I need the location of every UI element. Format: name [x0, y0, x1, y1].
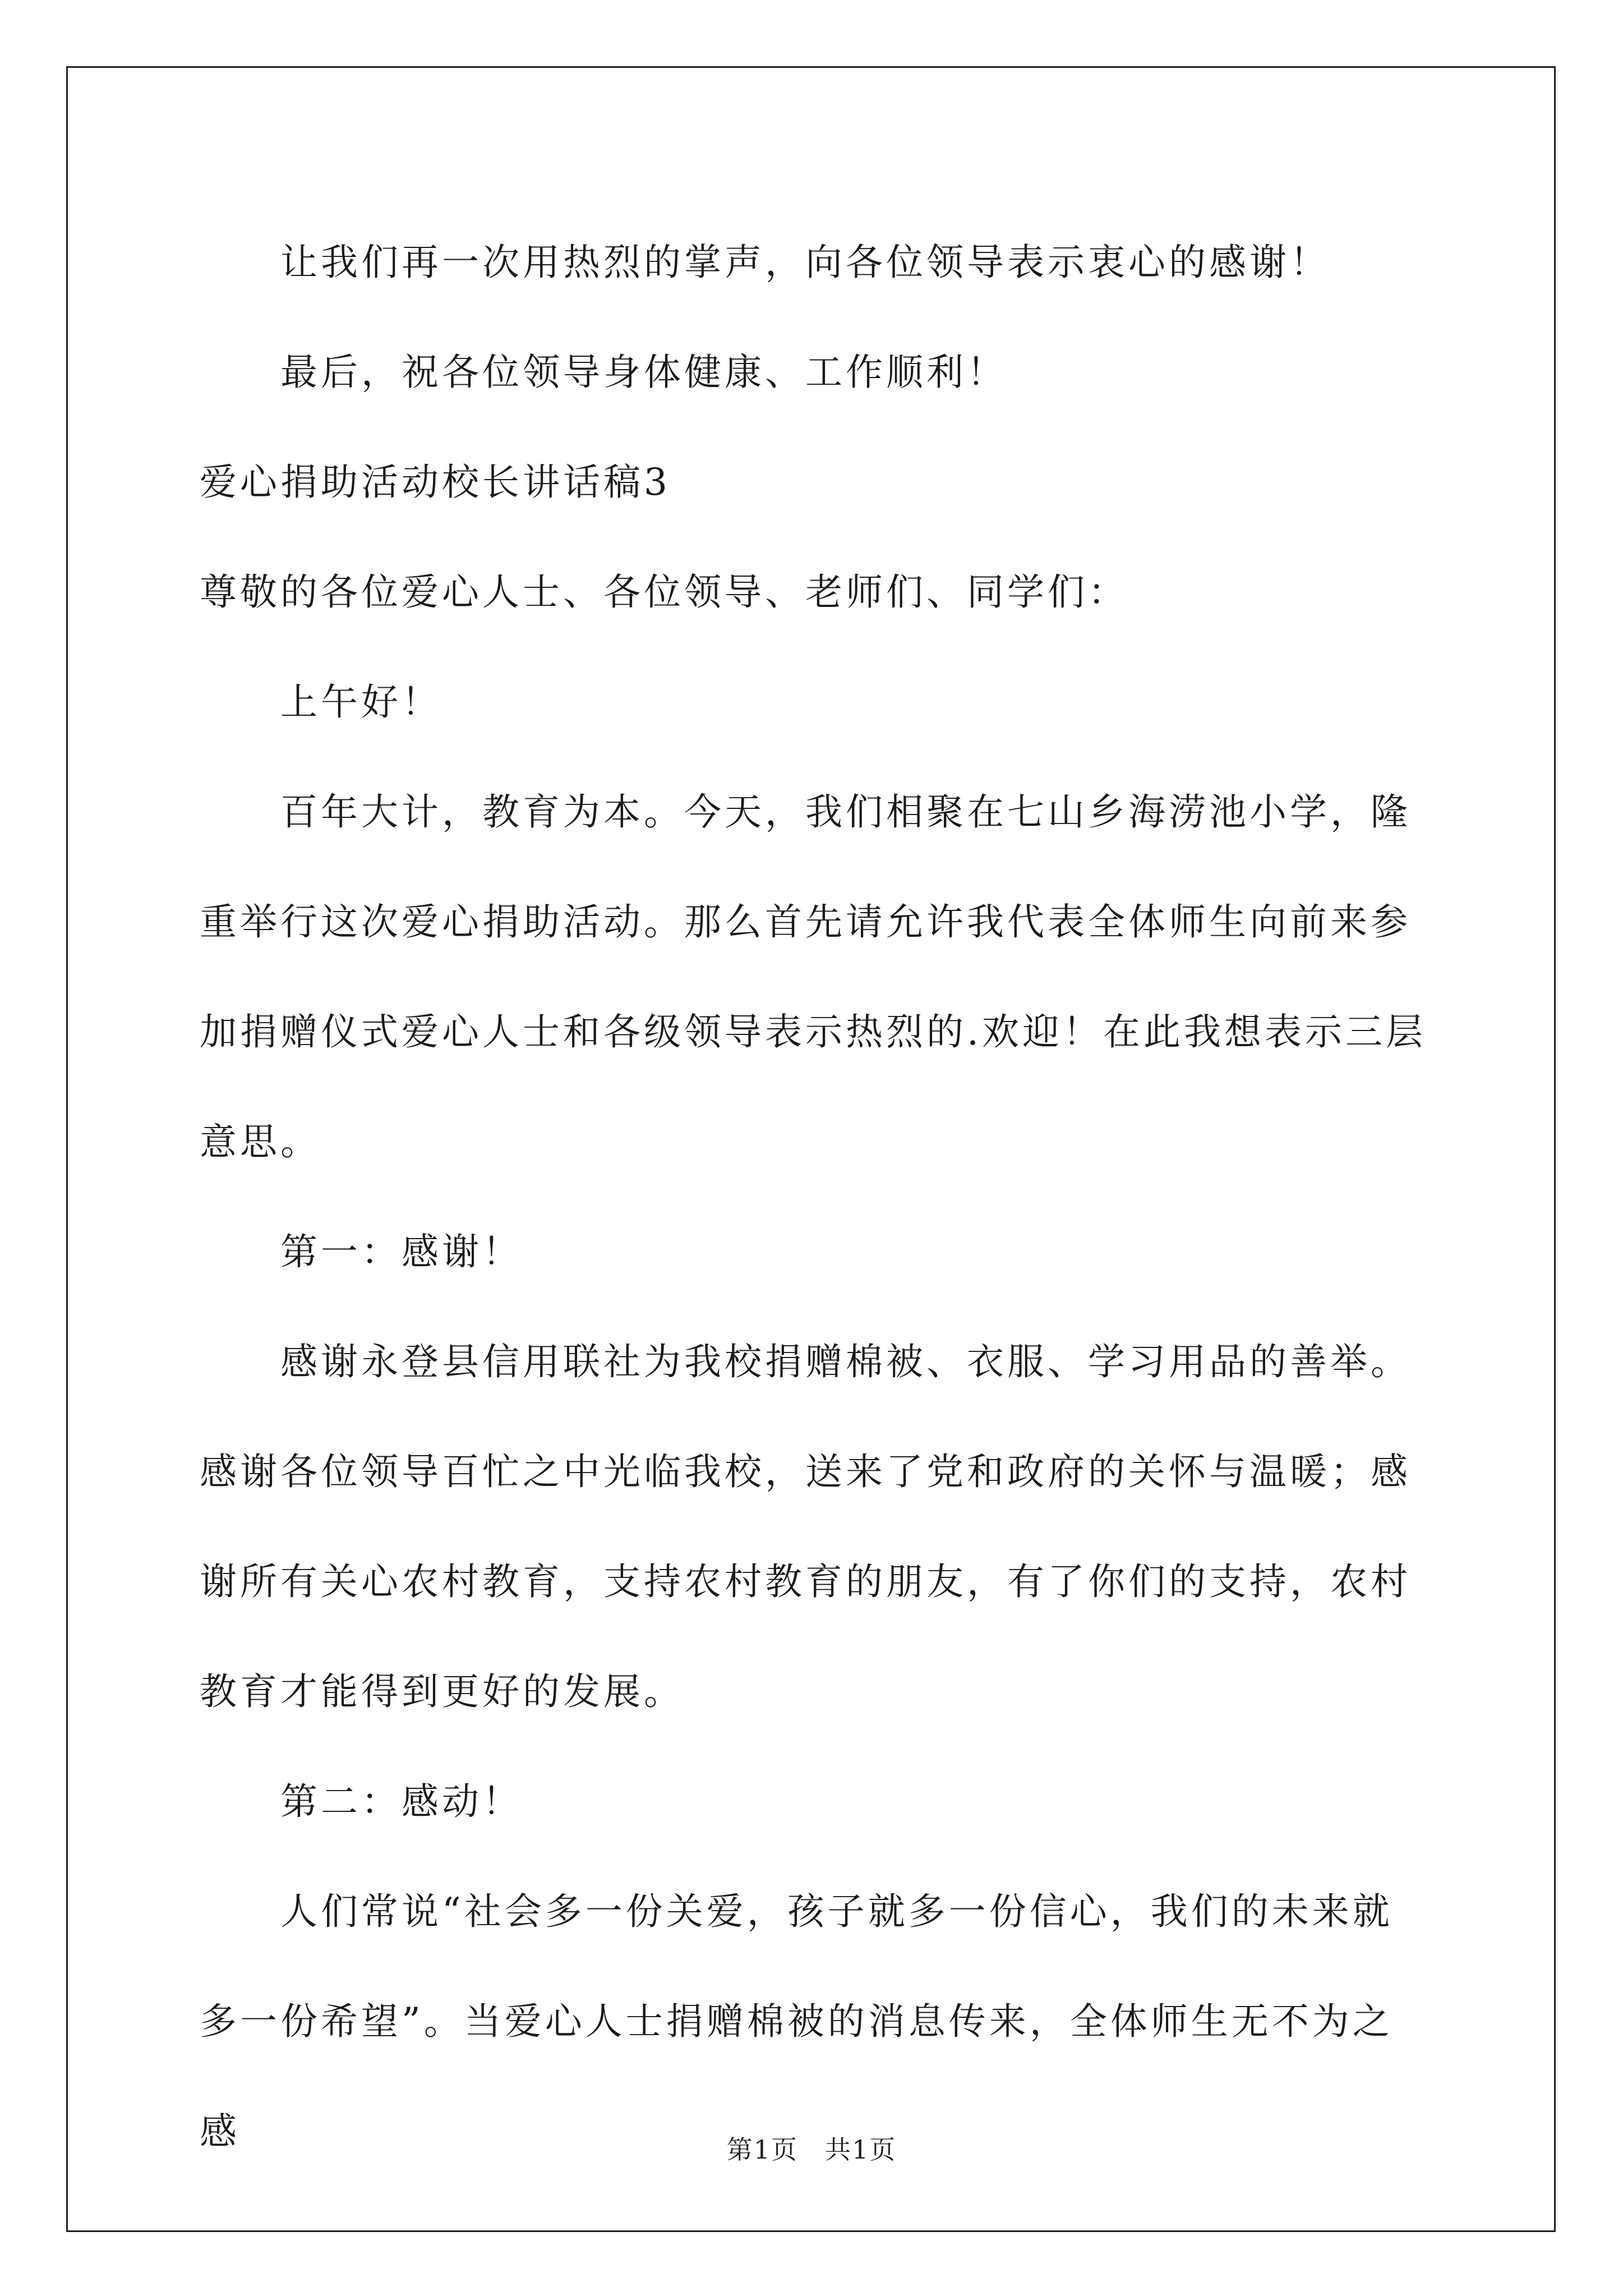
salutation: 尊敬的各位爱心人士、各位领导、老师们、同学们： — [200, 570, 1128, 614]
point-heading: 第一：感谢！ — [280, 1230, 523, 1273]
point-heading: 第二：感动！ — [280, 1780, 523, 1823]
paragraph: 让我们再一次用热烈的掌声，向各位领导表示衷心的感谢！ — [280, 241, 1330, 284]
page-footer: 第1页 共1页 — [726, 2134, 897, 2165]
document-body — [200, 208, 1428, 2187]
paragraph: 百年大计，教育为本。今天，我们相聚在七山乡海涝池小学，隆重举行这次爱心捐助活动。那么首先请允许我代表全体师生向前来参加捐赠仪式爱心人士和各级领导表示热烈的.欢迎！在此我想表示三层意思。 — [200, 790, 1426, 1163]
paragraph: 感谢永登县信用联社为我校捐赠棉被、衣服、学习用品的善举。感谢各位领导百忙之中光临我校，送来了党和政府的关怀与温暖；感谢所有关心农村教育，支持农村教育的朋友，有了你们的支持，农村教育才能得到更好的发展。 — [200, 1340, 1411, 1713]
section-title: 爱心捐助活动校长讲话稿3 — [200, 461, 671, 504]
paragraph: 人们常说“社会多一份关爱，孩子就多一份信心，我们的未来就多一份希望”。当爱心人士捐赠棉被的消息传来，全体师生无不为之感 — [200, 1890, 1393, 2153]
paragraph: 最后，祝各位领导身体健康、工作顺利！ — [280, 351, 1007, 394]
greeting: 上午好！ — [280, 680, 442, 724]
